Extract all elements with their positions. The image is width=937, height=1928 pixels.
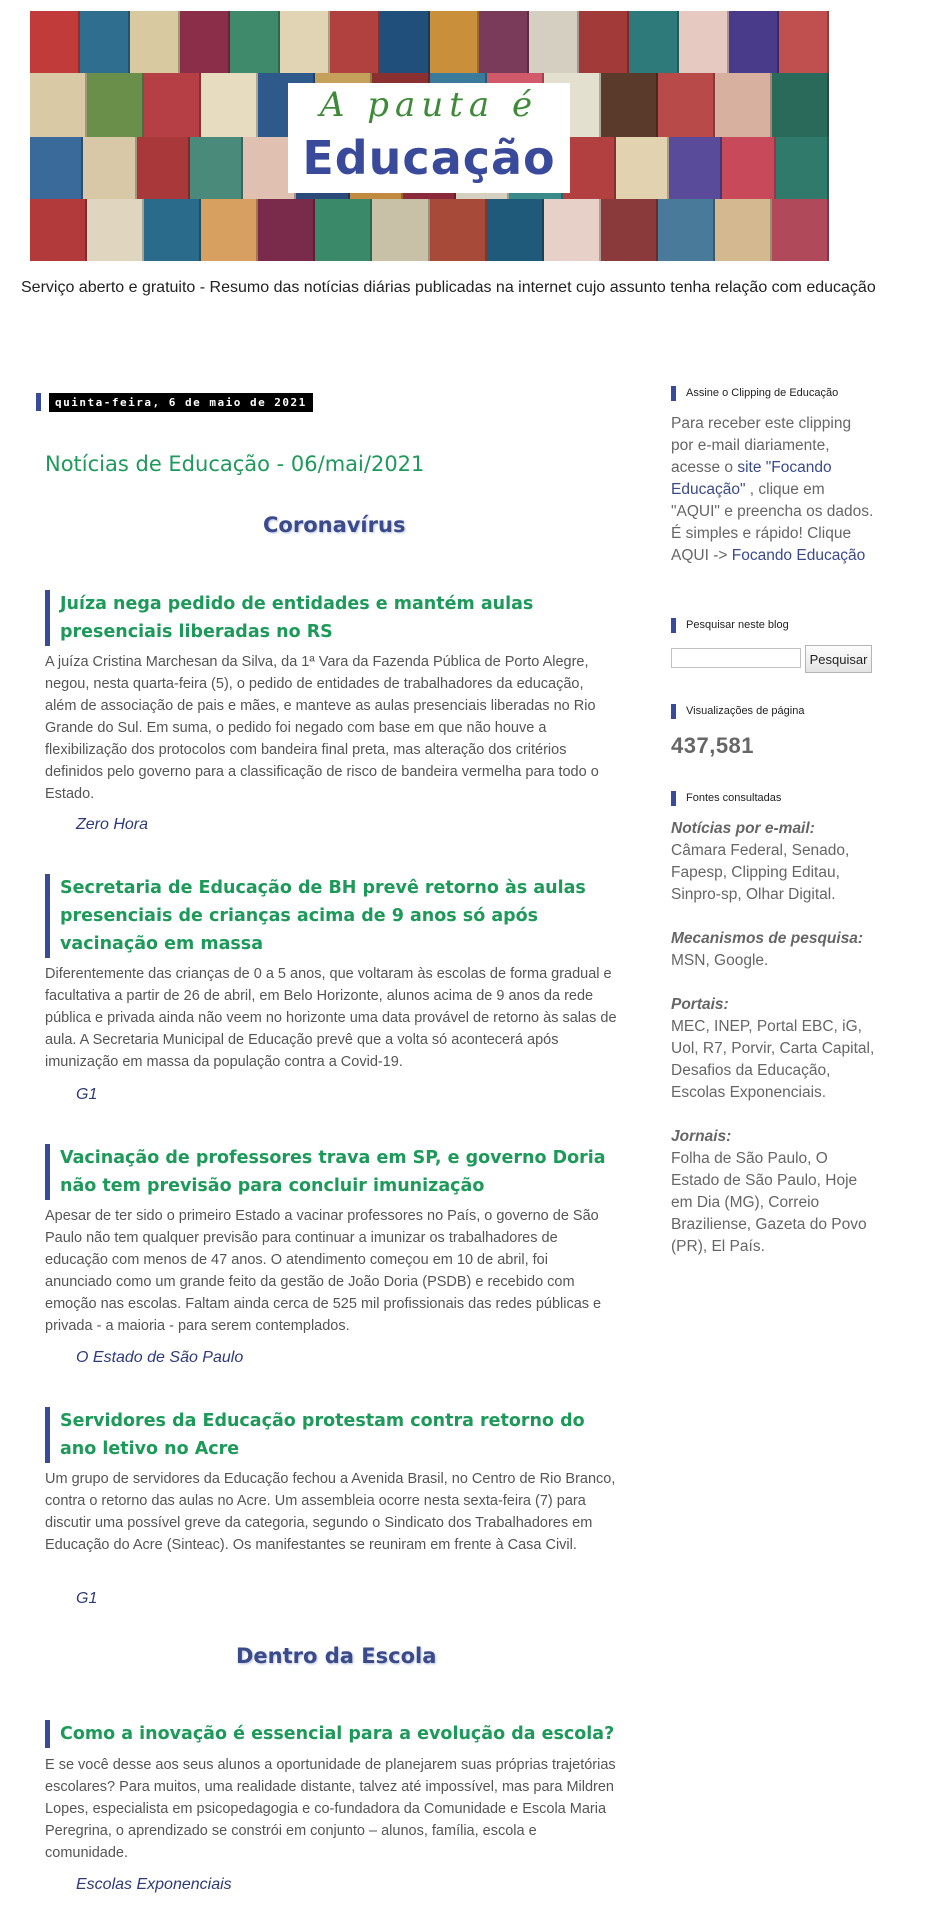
news-title: Juíza nega pedido de entidades e mantém aulas presenciais liberadas no RS [45, 590, 620, 646]
book-shelf-decoration [30, 11, 829, 73]
news-title: Servidores da Educação protestam contra retorno do ano letivo no Acre [45, 1407, 620, 1463]
news-title: Vacinação de professores trava em SP, e governo Doria não tem previsão para concluir imunização [45, 1144, 620, 1200]
source-text: Câmara Federal, Senado, Fapesp, Clipping Editau, Sinpro-sp, Olhar Digital. [671, 842, 850, 903]
source-category: Portais: [671, 996, 729, 1013]
focando-educacao-site-link[interactable]: site "Focando Educação" [671, 459, 832, 498]
blog-description: Serviço aberto e gratuito - Resumo das notícias diárias publicadas na internet cujo assunto tenha relação com educação [21, 279, 876, 296]
header-banner[interactable] [30, 11, 829, 261]
source-category: Jornais: [671, 1128, 732, 1145]
news-source-link[interactable]: Escolas Exponenciais [76, 1876, 232, 1893]
subscribe-text-1: Para receber este clipping por e-mail diariamente, acesse o [671, 415, 852, 476]
date-header [36, 393, 313, 411]
date-label: quinta-feira, 6 de maio de 2021 [49, 393, 313, 412]
news-source-link[interactable]: O Estado de São Paulo [76, 1349, 244, 1366]
section-title-dentro-da-escola: Dentro da Escola [236, 1644, 437, 1668]
pageview-count: 437,581 [671, 733, 755, 758]
source-text: MEC, INEP, Portal EBC, iG, Uol, R7, Porvir, Carta Capital, Desafios da Educação, Escolas Exponenciais. [671, 1018, 875, 1101]
banner-title-card [288, 83, 570, 193]
news-body: Apesar de ter sido o primeiro Estado a vacinar professores no País, o governo de São Paulo não tem qualquer previsão para continuar a imunizar os trabalhadores de educação com menos de 47 anos. O atendimento começou em 10 de abril, foi anunciado como um grande feito da gestão de João Doria (PSDB) e recebido com emoção nas escolas. Faltam ainda cerca de 525 mil profissionais das redes públicas e privada - a maioria - para serem contemplados. [45, 1208, 602, 1334]
banner-script-text: A pauta é [319, 85, 539, 125]
news-source-link[interactable]: Zero Hora [76, 816, 149, 833]
source-text: Folha de São Paulo, O Estado de São Paulo, Hoje em Dia (MG), Correio Braziliense, Gazeta do Povo (PR), El País. [671, 1150, 867, 1255]
news-source-link[interactable]: G1 [76, 1086, 98, 1103]
book-shelf-decoration [30, 199, 829, 261]
source-category: Mecanismos de pesquisa: [671, 930, 864, 947]
news-body: A juíza Cristina Marchesan da Silva, da 1ª Vara da Fazenda Pública de Porto Alegre, negou, nesta quarta-feira (5), o pedido de entidades de trabalhadores da educação, além de associação de pais e mães, e manteve as aulas presenciais liberadas no Rio Grande do Sul. Em suma, o pedido foi negado com base em que não houve a flexibilização dos protocolos com bandeira final preta, mas alteração dos critérios definidos pelo governo para a classificação de risco de bandeira vermelha para todo o Estado. [45, 654, 599, 802]
section-title-coronavirus: Coronavírus [263, 513, 406, 537]
news-title: Secretaria de Educação de BH prevê retorno às aulas presenciais de crianças acima de 9 anos só após vacinação em massa [45, 874, 620, 958]
subscribe-text [671, 413, 876, 567]
source-text: MSN, Google. [671, 952, 769, 969]
search-input[interactable] [671, 648, 801, 668]
news-source-link[interactable]: G1 [76, 1590, 98, 1607]
subscribe-text-2: , clique em "AQUI" e preencha os dados. É simples e rápido! Clique AQUI -> [671, 481, 874, 564]
sources-list [671, 818, 876, 1280]
banner-title: Educação [302, 131, 556, 185]
news-body: E se você desse aos seus alunos a oportunidade de planejarem suas próprias trajetórias escolares? Para muitos, uma realidade distante, talvez até impossível, mas para Mildren Lopes, especialista em psicopedagogia e co-fundadora da Comunidade e Escola Maria Peregrina, o aprendizado se constrói em conjunto – alunos, família, escola e comunidade. [45, 1757, 616, 1861]
focando-educacao-link[interactable]: Focando Educação [731, 547, 866, 564]
news-body: Diferentemente das crianças de 0 a 5 anos, que voltaram às escolas de forma gradual e facultativa a partir de 26 de abril, em Belo Horizonte, alunos acima de 9 anos da rede pública e privada ainda não veem no horizonte uma data provável de retorno às salas de aula. A Secretaria Municipal de Educação prevê que a volta só acontecerá após imunização em massa da população contra a Covid-19. [45, 966, 617, 1070]
sidebar-heading-sources: Fontes consultadas [671, 791, 781, 806]
source-category: Notícias por e-mail: [671, 820, 815, 837]
sidebar-heading-pageviews: Visualizações de página [671, 704, 804, 719]
source-group [671, 928, 876, 972]
source-group [671, 1126, 876, 1258]
sidebar-heading-search: Pesquisar neste blog [671, 618, 789, 633]
source-group [671, 818, 876, 906]
source-group [671, 994, 876, 1104]
search-button[interactable]: Pesquisar [805, 645, 872, 673]
sidebar-heading-subscribe: Assine o Clipping de Educação [671, 386, 838, 401]
post-title[interactable]: Notícias de Educação - 06/mai/2021 [45, 452, 425, 476]
news-body: Um grupo de servidores da Educação fechou a Avenida Brasil, no Centro de Rio Branco, contra o retorno das aulas no Acre. Um assembleia ocorre nesta sexta-feira (7) para discutir uma possível greve da categoria, segundo o Sindicato dos Trabalhadores em Educação do Acre (Sinteac). Os manifestantes se reuniram em frente à Casa Civil. [45, 1471, 616, 1553]
news-title: Como a inovação é essencial para a evolução da escola? [45, 1720, 620, 1748]
